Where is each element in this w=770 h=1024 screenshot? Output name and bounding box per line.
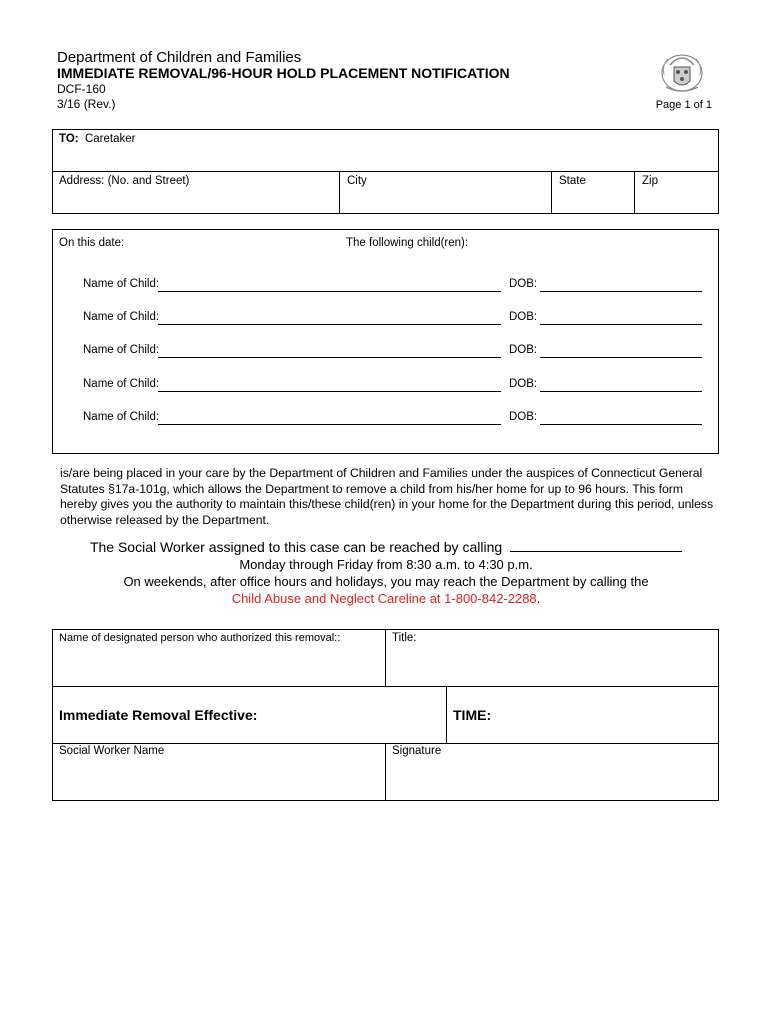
city-state-divider bbox=[551, 171, 552, 214]
child-dob-label: DOB: bbox=[509, 278, 538, 290]
state-seal-icon bbox=[656, 45, 708, 97]
after-hours-note: On weekends, after office hours and holidays, you may reach the Department by calling the bbox=[123, 574, 649, 589]
page-number: Page 1 of 1 bbox=[655, 99, 712, 111]
to-label: TO: Caretaker bbox=[59, 133, 136, 145]
social-worker-phone-input[interactable] bbox=[510, 539, 682, 552]
form-title: IMMEDIATE REMOVAL/96-HOUR HOLD PLACEMENT NOTIFICATION bbox=[57, 65, 510, 81]
child-dob-label: DOB: bbox=[509, 411, 538, 423]
child-name-label: Name of Child: bbox=[83, 344, 160, 356]
child-name-input[interactable] bbox=[158, 391, 501, 392]
child-name-input[interactable] bbox=[158, 424, 501, 425]
city-field[interactable]: City bbox=[347, 175, 367, 187]
recipient-divider bbox=[52, 171, 719, 172]
child-name-label: Name of Child: bbox=[83, 311, 160, 323]
title-divider bbox=[385, 629, 386, 686]
child-name-input[interactable] bbox=[158, 324, 501, 325]
time-divider bbox=[446, 686, 447, 743]
child-dob-input[interactable] bbox=[540, 424, 702, 425]
address-field[interactable]: Address: (No. and Street) bbox=[59, 175, 190, 187]
careline-number: Child Abuse and Neglect Careline at 1-800-842-2288 bbox=[231, 591, 537, 606]
child-name-label: Name of Child: bbox=[83, 411, 160, 423]
form-code: DCF-160 bbox=[57, 82, 106, 96]
child-dob-label: DOB: bbox=[509, 311, 538, 323]
date-field[interactable]: On this date: bbox=[59, 237, 125, 249]
child-dob-label: DOB: bbox=[509, 378, 538, 390]
signature-field[interactable]: Signature bbox=[392, 745, 442, 757]
child-name-label: Name of Child: bbox=[83, 378, 160, 390]
office-hours: Monday through Friday from 8:30 a.m. to 4:30 p.m. bbox=[239, 557, 533, 572]
signature-divider bbox=[385, 743, 386, 801]
child-dob-input[interactable] bbox=[540, 291, 702, 292]
department-name: Department of Children and Families bbox=[57, 49, 302, 66]
zip-field[interactable]: Zip bbox=[642, 175, 658, 187]
state-field[interactable]: State bbox=[559, 175, 586, 187]
child-dob-label: DOB: bbox=[509, 344, 538, 356]
title-field[interactable]: Title: bbox=[392, 632, 417, 644]
child-dob-input[interactable] bbox=[540, 391, 702, 392]
removal-effective-field[interactable]: Immediate Removal Effective: bbox=[59, 707, 258, 723]
time-field[interactable]: TIME: bbox=[453, 707, 492, 723]
social-worker-contact: The Social Worker assigned to this case can be reached by calling bbox=[52, 539, 720, 555]
child-name-label: Name of Child: bbox=[83, 278, 160, 290]
child-dob-input[interactable] bbox=[540, 357, 702, 358]
address-city-divider bbox=[339, 171, 340, 214]
designated-person-field[interactable]: Name of designated person who authorized this removal:: bbox=[59, 632, 341, 644]
state-zip-divider bbox=[634, 171, 635, 214]
to-value[interactable]: Caretaker bbox=[84, 133, 136, 145]
authorization-divider-1 bbox=[52, 686, 719, 687]
child-dob-input[interactable] bbox=[540, 324, 702, 325]
form-revision: 3/16 (Rev.) bbox=[57, 97, 116, 111]
careline-info: Child Abuse and Neglect Careline at 1-800-842-2288. bbox=[231, 591, 541, 606]
child-name-input[interactable] bbox=[158, 291, 501, 292]
child-name-input[interactable] bbox=[158, 357, 501, 358]
following-children-label: The following child(ren): bbox=[346, 237, 469, 249]
placement-statement: is/are being placed in your care by the Department of Children and Families under the auspices of Connecticut General Statutes §17a-101g, which allows the Department to remove a child from his/her home for up to 96 hours. This form hereby gives you the authority to maintain this/these child(ren) in your home for the Department during this period, unless otherwise released by the Department. bbox=[60, 466, 714, 527]
social-worker-name-field[interactable]: Social Worker Name bbox=[59, 745, 165, 757]
